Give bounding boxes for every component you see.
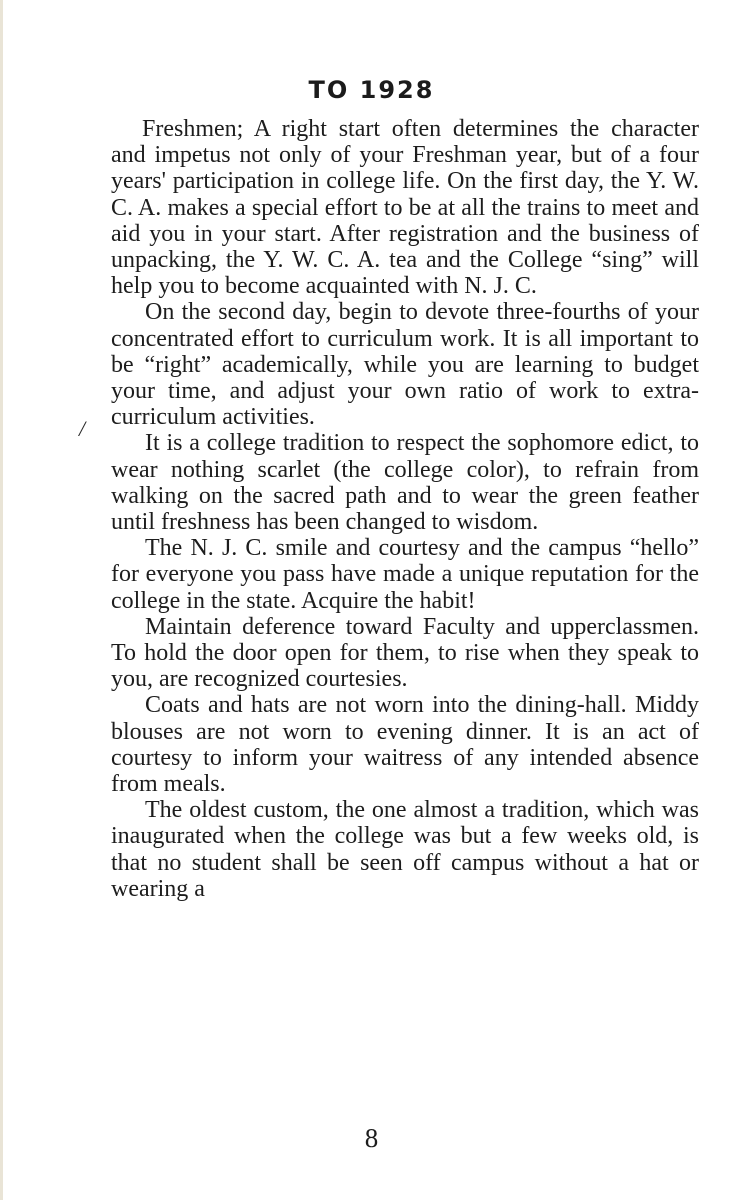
paragraph: Freshmen; A right start often determines the character and impetus not only of your Freshman year, but of a four years' participation in college life. On the first day, the Y. W. C. A. makes a special effort to be at all the trains to meet and aid you in your start. After registration and the business of unpacking, the Y. W. C. A. tea and the College “sing” will help you to become acquainted with N. J. C. <box>111 116 699 300</box>
margin-mark: / <box>79 416 86 441</box>
paragraph: The N. J. C. smile and courtesy and the campus “hello” for everyone you pass have made a unique reputation for the college in the state. Acquire the habit! <box>111 535 699 614</box>
body-text <box>111 116 699 902</box>
paragraph: It is a college tradition to respect the sophomore edict, to wear nothing scarlet (the college color), to refrain from walking on the sacred path and to wear the green feather until freshness has been changed to wisdom. <box>111 430 699 536</box>
paragraph: Maintain deference toward Faculty and upperclassmen. To hold the door open for them, to rise when they speak to you, are recognized courtesies. <box>111 613 699 693</box>
page-number: 8 <box>364 1123 379 1153</box>
paragraph: Coats and hats are not worn into the dining-hall. Middy blouses are not worn to evening dinner. It is an act of courtesy to inform your waitress of any intended absence from meals. <box>111 692 699 798</box>
page-heading: TO 1928 <box>308 76 435 104</box>
paragraph: On the second day, begin to devote three-fourths of your concentrated effort to curriculum work. It is all important to be “right” academically, while you are learning to budget your time, and adjust your own ratio of work to extra-curriculum activities. <box>111 299 699 431</box>
paragraph: The oldest custom, the one almost a tradition, which was inaugurated when the college was but a few weeks old, is that no student shall be seen off campus without a hat or wearing a <box>111 797 699 902</box>
